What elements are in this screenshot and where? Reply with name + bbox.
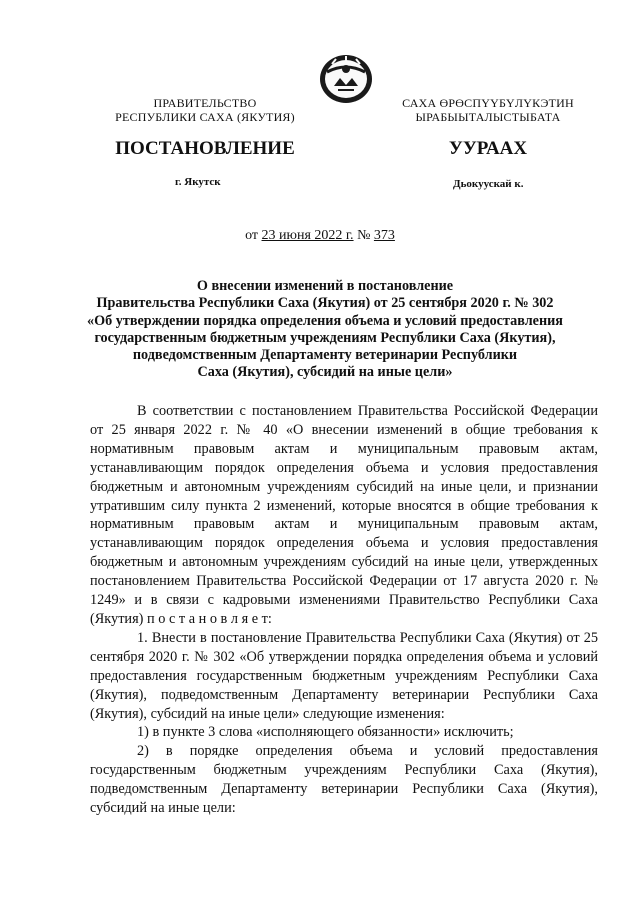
document-date: 23 июня 2022 г. <box>261 228 354 243</box>
document-subject <box>60 278 590 382</box>
org-name-ru-line2: РЕСПУБЛИКИ САХА (ЯКУТИЯ) <box>115 110 295 124</box>
dateline-prefix: от <box>245 228 259 243</box>
dateline <box>0 228 640 244</box>
document-number: 373 <box>373 228 395 243</box>
org-name-sah-line2: ЫРАБЫЫТАЛЫСТЫБАТА <box>415 110 561 124</box>
subject-line: Саха (Якутия), субсидий на иные цели» <box>197 364 453 381</box>
paragraph-subitem-2: 2) в порядке определения объема и условий предоставления государственным бюджетным учреждениям Республики Саха (Якутия), подведомственным Департаменту ветеринарии Республики Саха (Якутия), субсидий на иные цели: <box>90 743 598 817</box>
header-right <box>378 96 598 124</box>
title-sah: УУРААХ <box>448 138 528 159</box>
subject-line: О внесении изменений в постановление <box>196 278 454 294</box>
emblem <box>318 52 374 109</box>
org-name-ru-line1: ПРАВИТЕЛЬСТВО <box>153 96 257 110</box>
org-name-sah-line1: САХА ӨРӨСПҮҮБҮЛҮКЭТИН <box>402 96 574 110</box>
sakha-emblem-icon <box>318 52 374 104</box>
subject-line: подведомственным Департаменту ветеринарии Республики <box>132 347 518 364</box>
number-sign: № <box>357 228 371 243</box>
header-left <box>95 96 315 124</box>
paragraph-subitem-1: 1) в пункте 3 слова «исполняющего обязанности» исключить; <box>137 724 514 741</box>
city-sah: Дьокуускай к. <box>453 178 524 190</box>
subject-line: государственным бюджетным учреждениям Республики Саха (Якутия), <box>94 329 556 346</box>
paragraph-preamble: В соответствии с постановлением Правительства Российской Федерации от 25 января 2022 г. № 40 «О внесении изменений в общие требования к нормативным правовым актам и муниципальным правовым актам, устанавливающим порядок определения объема и условия предоставления бюджетным и автономным учреждениям субсидий на иные цели, и признании утратившим силу пункта 2 изменений, которые вносятся в общие требования к нормативным правовым актам и муниципальным правовым актам, устанавливающим порядок определения объема и условия предоставления бюджетным и автономным учреждениям субсидий на иные цели, утвержденных постановлением Правительства Российской Федерации от 17 августа 2020 г. № 1249» и в связи с кадровыми изменениями Правительство Республики Саха (Якутия) п о с т а н о в л я е т: <box>90 403 598 627</box>
paragraph-item-1: 1. Внести в постановление Правительства Республики Саха (Якутия) от 25 сентября 2020 г. № 302 «Об утверждении порядка определения объема и условий предоставления государственным бюджетным учреждениям Республики Саха (Якутия), подведомственным Департаменту ветеринарии Республики Саха (Якутия), субсидий на иные цели» следующие изменения: <box>90 629 598 722</box>
document-body <box>90 402 598 818</box>
subject-line: Правительства Республики Саха (Якутия) от 25 сентября 2020 г. № 302 <box>96 295 554 312</box>
subject-line: «Об утверждении порядка определения объема и условий предоставления <box>87 312 563 329</box>
title-ru: ПОСТАНОВЛЕНИЕ <box>115 138 295 159</box>
city-ru: г. Якутск <box>175 176 221 188</box>
